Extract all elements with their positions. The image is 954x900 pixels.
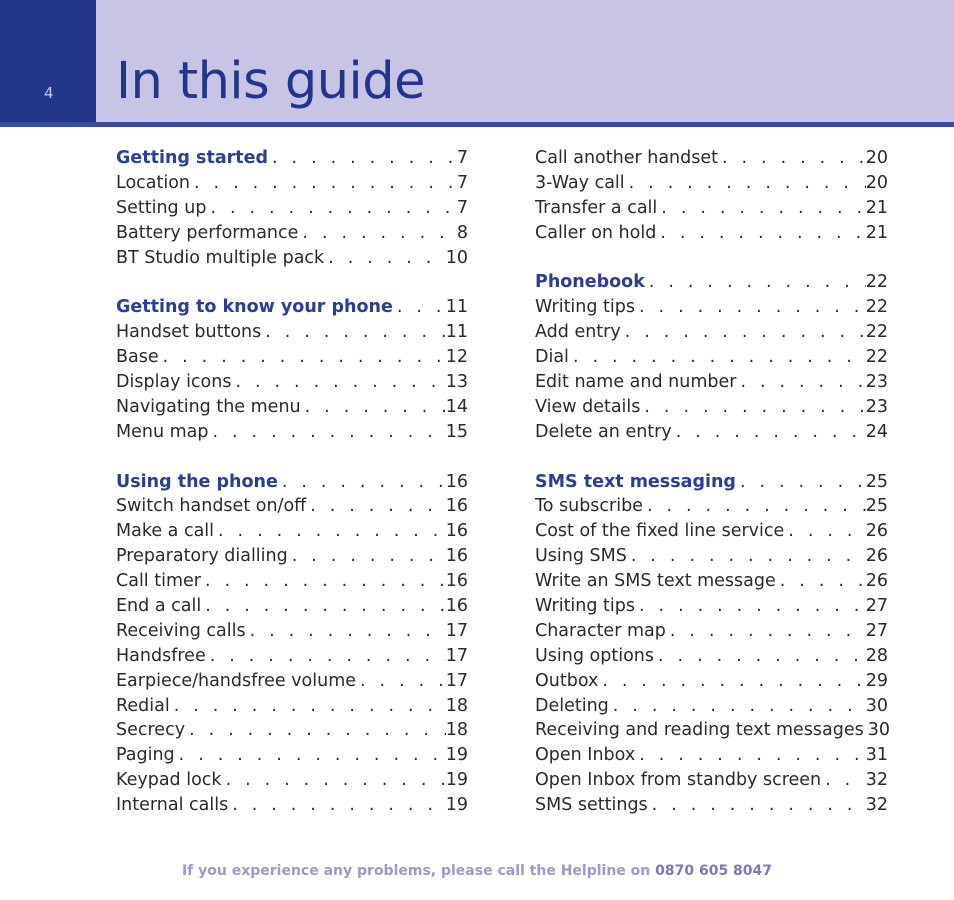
page-title: In this guide xyxy=(116,52,425,111)
toc-page-number: 7 xyxy=(456,148,468,168)
dot-leader xyxy=(635,295,866,320)
dot-leader xyxy=(356,669,446,694)
toc-section xyxy=(116,295,468,444)
dot-leader xyxy=(190,171,457,196)
toc-entry-label: Setting up xyxy=(116,197,207,218)
toc-entry-label: Handset buttons xyxy=(116,322,262,343)
dot-leader xyxy=(627,544,866,569)
toc-page-number: 16 xyxy=(445,571,468,592)
dot-leader xyxy=(625,171,866,196)
toc-entry-label: Call timer xyxy=(116,571,201,592)
toc-entry-label: Writing tips xyxy=(535,297,636,318)
toc-page-number: 19 xyxy=(445,745,468,766)
toc-heading-label: Using the phone xyxy=(116,471,278,492)
toc-heading-label: Getting to know your phone xyxy=(116,297,393,318)
toc-entry-label: Caller on hold xyxy=(535,222,657,243)
toc-entry xyxy=(116,395,468,420)
dot-leader xyxy=(201,594,446,619)
page-number: 4 xyxy=(44,84,54,102)
toc-entry-label: Base xyxy=(116,347,159,368)
toc-page-number: 7 xyxy=(456,172,468,193)
toc-page-number: 32 xyxy=(865,770,888,791)
toc-entry-label: Internal calls xyxy=(116,795,229,816)
toc-entry xyxy=(535,619,888,644)
toc-heading-label: Getting started xyxy=(116,148,269,168)
toc-page-number: 29 xyxy=(865,670,888,691)
toc-page-number: 19 xyxy=(445,795,468,816)
toc-page-number: 28 xyxy=(865,645,888,666)
toc-entry xyxy=(535,669,888,694)
toc-entry-label: Call another handset xyxy=(535,148,718,168)
helpline-phone: 0870 605 8047 xyxy=(655,863,773,879)
header-rule xyxy=(0,122,954,127)
toc-entry xyxy=(116,345,468,370)
dot-leader xyxy=(776,569,866,594)
toc-section-heading xyxy=(116,295,468,320)
toc-entry xyxy=(535,370,888,395)
toc-page-number: 7 xyxy=(456,197,468,218)
dot-leader xyxy=(736,370,865,395)
toc-page-number: 21 xyxy=(865,222,888,243)
dot-leader xyxy=(209,420,446,445)
toc-entry-label: SMS settings xyxy=(535,795,648,816)
toc-page-number: 25 xyxy=(865,496,888,517)
dot-leader xyxy=(231,370,445,395)
toc-entry-label: Using SMS xyxy=(535,546,627,567)
toc-entry-label: Handsfree xyxy=(116,645,206,666)
toc-page-number: 23 xyxy=(865,372,888,393)
toc-entry-label: Make a call xyxy=(116,521,215,542)
toc-section-heading xyxy=(535,470,888,495)
toc-entry xyxy=(116,694,468,719)
toc-entry xyxy=(535,345,888,370)
toc-page-number: 16 xyxy=(445,471,468,492)
toc-page-number: 26 xyxy=(865,546,888,567)
toc-entry-label: Dial xyxy=(535,347,569,368)
toc-page-number: 17 xyxy=(445,645,468,666)
toc-entry-label: BT Studio multiple pack xyxy=(116,247,325,268)
dot-leader xyxy=(228,793,446,818)
toc-entry xyxy=(535,494,888,519)
toc-section xyxy=(535,270,888,444)
dot-leader xyxy=(159,345,446,370)
toc-page-number: 27 xyxy=(865,620,888,641)
toc-page-number: 30 xyxy=(867,720,891,741)
helpline-footer xyxy=(0,863,954,879)
toc-entry-label: Write an SMS text message xyxy=(535,571,776,592)
toc-entry xyxy=(116,519,468,544)
toc-page-number: 15 xyxy=(445,421,468,442)
dot-leader xyxy=(261,320,445,345)
toc-page-number: 30 xyxy=(865,695,888,716)
dot-leader xyxy=(569,345,866,370)
toc-entry xyxy=(535,544,888,569)
dot-leader xyxy=(736,470,866,495)
toc-entry xyxy=(535,196,888,221)
toc-entry xyxy=(116,594,468,619)
toc-entry xyxy=(535,395,888,420)
toc-page-number: 31 xyxy=(865,745,888,766)
toc-entry-label: View details xyxy=(535,396,641,417)
dot-leader xyxy=(301,395,446,420)
toc-entry-label: Paging xyxy=(116,745,175,766)
toc-page-number: 13 xyxy=(445,372,468,393)
toc-page-number: 14 xyxy=(445,396,468,417)
toc-entry xyxy=(535,743,888,768)
toc-entry-label: 3-Way call xyxy=(535,172,625,193)
toc-entry-label: Outbox xyxy=(535,670,599,691)
toc-page-number: 18 xyxy=(445,720,468,741)
dot-leader xyxy=(666,619,866,644)
toc-page-number: 16 xyxy=(445,596,468,617)
dot-leader xyxy=(222,768,446,793)
dot-leader xyxy=(718,146,866,171)
toc-page-number: 10 xyxy=(445,247,468,268)
dot-leader xyxy=(635,594,866,619)
dot-leader xyxy=(609,694,866,719)
toc-entry xyxy=(116,644,468,669)
toc-page-number: 17 xyxy=(445,670,468,691)
toc-section xyxy=(116,146,468,270)
toc-entry-label: Cost of the fixed line service xyxy=(535,521,785,542)
toc-entry-label: Receiving and reading text messages xyxy=(535,720,864,741)
toc-page-number: 22 xyxy=(865,347,888,368)
toc-entry-label: Switch handset on/off xyxy=(116,496,307,517)
toc-entry xyxy=(116,793,468,818)
toc-entry-label: Earpiece/handsfree volume xyxy=(116,670,357,691)
toc-entry xyxy=(116,246,468,271)
dot-leader xyxy=(640,395,865,420)
helpline-text: If you experience any problems, please call the Helpline on xyxy=(181,863,656,879)
toc-page-number: 17 xyxy=(445,620,468,641)
dot-leader xyxy=(175,743,446,768)
dot-leader xyxy=(657,196,865,221)
toc-page-number: 25 xyxy=(865,471,888,492)
toc-section-heading xyxy=(116,146,468,171)
toc-entry-label: Add entry xyxy=(535,322,621,343)
toc-entry xyxy=(535,793,888,818)
toc-entry xyxy=(116,669,468,694)
toc-entry xyxy=(116,370,468,395)
toc-entry xyxy=(116,619,468,644)
toc-entry xyxy=(535,519,888,544)
dot-leader xyxy=(268,146,457,171)
toc-entry-label: To subscribe xyxy=(535,496,643,517)
dot-leader xyxy=(214,519,446,544)
toc-entry xyxy=(535,171,888,196)
toc-section xyxy=(116,470,468,818)
toc-entry-label: End a call xyxy=(116,596,202,617)
toc-page-number: 18 xyxy=(445,695,468,716)
toc-entry xyxy=(116,196,468,221)
toc-entry-label: Using options xyxy=(535,645,655,666)
toc-page-number: 8 xyxy=(456,222,468,243)
toc-entry xyxy=(535,594,888,619)
toc-page-number: 22 xyxy=(865,322,888,343)
toc-page-number: 22 xyxy=(865,272,888,293)
toc-column-left xyxy=(116,146,468,843)
toc-entry xyxy=(116,320,468,345)
toc-entry xyxy=(535,768,888,793)
toc-page-number: 19 xyxy=(445,770,468,791)
dot-leader xyxy=(648,793,866,818)
dot-leader xyxy=(306,494,446,519)
toc-page-number: 21 xyxy=(865,197,888,218)
toc-entry xyxy=(535,146,888,171)
dot-leader xyxy=(621,320,866,345)
dot-leader xyxy=(598,669,865,694)
toc-entry-label: Battery performance xyxy=(116,222,299,243)
dot-leader xyxy=(672,420,866,445)
toc-entry-label: Deleting xyxy=(535,695,609,716)
toc-page-number: 26 xyxy=(865,571,888,592)
toc-entry xyxy=(535,295,888,320)
toc-page-number: 11 xyxy=(445,297,468,318)
dot-leader xyxy=(635,743,866,768)
toc-entry-label: Writing tips xyxy=(535,596,636,617)
toc-page-number: 20 xyxy=(865,148,888,168)
dot-leader xyxy=(821,768,866,793)
toc-page-number: 26 xyxy=(865,521,888,542)
dot-leader xyxy=(246,619,446,644)
toc-entry xyxy=(535,569,888,594)
toc-entry xyxy=(116,171,468,196)
toc-page-number: 11 xyxy=(445,322,468,343)
toc-page-number: 24 xyxy=(865,421,888,442)
toc-entry-label: Character map xyxy=(535,620,666,641)
toc-entry xyxy=(535,221,888,246)
dot-leader xyxy=(643,494,866,519)
page-tab xyxy=(0,0,96,122)
toc-section-heading xyxy=(535,270,888,295)
toc-entry xyxy=(535,644,888,669)
toc-entry-label: Transfer a call xyxy=(535,197,658,218)
dot-leader xyxy=(170,694,446,719)
dot-leader xyxy=(206,644,446,669)
toc-page-number: 27 xyxy=(865,596,888,617)
toc-entry-label: Secrecy xyxy=(116,720,186,741)
toc-heading-label: Phonebook xyxy=(535,272,645,293)
dot-leader xyxy=(393,295,446,320)
toc-entry-label: Menu map xyxy=(116,421,209,442)
toc-entry xyxy=(535,420,888,445)
toc-entry xyxy=(116,420,468,445)
toc-page-number: 16 xyxy=(445,521,468,542)
toc-entry-label: Receiving calls xyxy=(116,620,246,641)
toc-page-number: 23 xyxy=(865,396,888,417)
toc-page-number: 12 xyxy=(445,347,468,368)
toc-page-number: 16 xyxy=(445,496,468,517)
dot-leader xyxy=(654,644,866,669)
toc-entry-label: Edit name and number xyxy=(535,372,737,393)
toc-page-number: 16 xyxy=(445,546,468,567)
dot-leader xyxy=(784,519,865,544)
toc-column-right xyxy=(535,146,891,843)
toc-entry-label: Redial xyxy=(116,695,170,716)
dot-leader xyxy=(288,544,446,569)
toc-entry xyxy=(116,718,468,743)
toc-entry-label: Open Inbox from standby screen xyxy=(535,770,822,791)
toc-page-number: 22 xyxy=(865,297,888,318)
toc-entry-label: Keypad lock xyxy=(116,770,222,791)
toc-entry xyxy=(116,569,468,594)
toc-page-number: 32 xyxy=(865,795,888,816)
dot-leader xyxy=(278,470,446,495)
dot-leader xyxy=(185,718,446,743)
toc-entry-label: Navigating the menu xyxy=(116,396,301,417)
toc-entry xyxy=(116,221,468,246)
toc-entry-label: Preparatory dialling xyxy=(116,546,288,567)
dot-leader xyxy=(656,221,865,246)
dot-leader xyxy=(645,270,866,295)
toc-entry xyxy=(535,694,888,719)
toc-section xyxy=(535,470,891,818)
dot-leader xyxy=(298,221,456,246)
dot-leader xyxy=(201,569,446,594)
toc-entry xyxy=(116,768,468,793)
toc-section xyxy=(535,146,888,246)
toc-heading-label: SMS text messaging xyxy=(535,471,736,492)
toc-entry xyxy=(116,544,468,569)
dot-leader xyxy=(206,196,456,221)
toc-entry xyxy=(116,494,468,519)
toc-entry-label: Display icons xyxy=(116,372,232,393)
toc-entry xyxy=(535,718,891,743)
toc-entry-label: Open Inbox xyxy=(535,745,636,766)
toc-entry-label: Location xyxy=(116,172,191,193)
dot-leader xyxy=(324,246,446,271)
toc-section-heading xyxy=(116,470,468,495)
toc-entry-label: Delete an entry xyxy=(535,421,672,442)
toc-page-number: 20 xyxy=(865,172,888,193)
toc-entry xyxy=(535,320,888,345)
toc-entry xyxy=(116,743,468,768)
